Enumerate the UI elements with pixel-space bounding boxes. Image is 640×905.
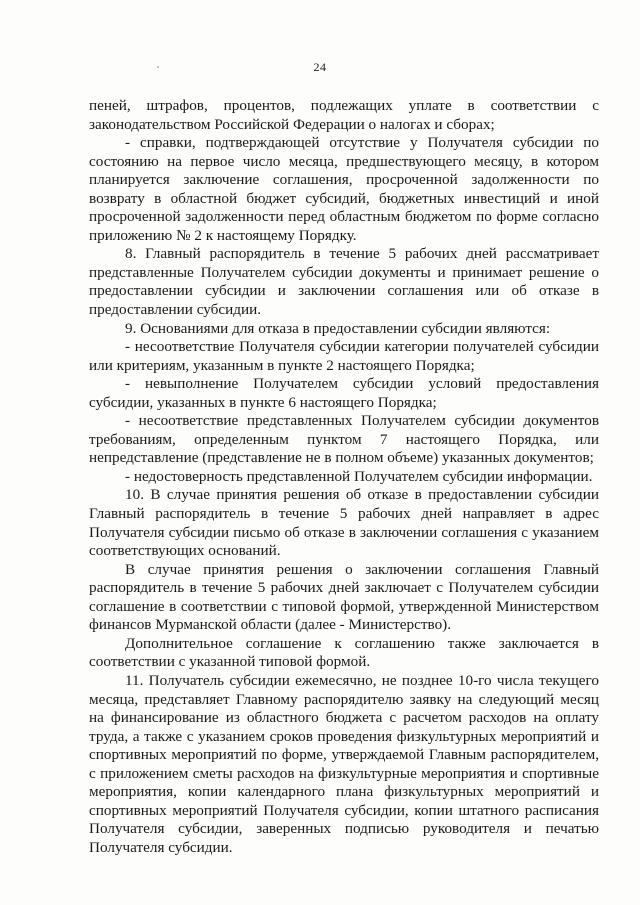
- paragraph-item-9: 9. Основаниями для отказа в предоставлении субсидии являются:: [125, 319, 551, 337]
- paragraph-agreement-decision: В случае принятия решения о заключении соглашения Главный распорядитель в течение 5 рабочих дней заключает с Получателем субсидии соглашение в соответствии с типовой формой, утвержденной Министерством финансов Мурманской области (далее - Министерство).: [89, 560, 599, 634]
- page-number: 24: [313, 60, 327, 74]
- paragraph-additional-agreement: Дополнительное соглашение к соглашению также заключается в соответствии с указанной типовой формой.: [89, 634, 599, 671]
- paragraph-refusal-reason-4: - недостоверность представленной Получателем субсидии информации.: [125, 467, 593, 485]
- paragraph-refusal-reason-1: - несоответствие Получателя субсидии категории получателей субсидии или критериям, указанным в пункте 2 настоящего Порядка;: [89, 338, 599, 374]
- paragraph-refusal-reason-2: - невыполнение Получателем субсидии условий предоставления субсидии, указанных в пункте 6 настоящего Порядка;: [89, 375, 599, 411]
- paragraph-item-11: 11. Получатель субсидии ежемесячно, не позднее 10-го числа текущего месяца, представляет Главному распорядителю заявку на следующий месяц на финансирование из областного бюджета с расчетом расходов на оплату труда, а также с указанием сроков проведения физкультурных мероприятий и спортивных мероприятий по форме, утверждаемой Главным распорядителем, с приложением сметы расходов на физкультурные мероприятия и спортивные мероприятия, копии календарного плана физкультурных мероприятий и спортивных мероприятий Получателя субсидии, копии штатного расписания Получателя субсидии, заверенных подписью руководителя и печатью Получателя субсидии.: [89, 671, 599, 856]
- paragraph-item-10: 10. В случае принятия решения об отказе в предоставлении субсидии Главный распорядитель в течение 5 рабочих дней направляет в адрес Получателя субсидии письмо об отказе в заключении соглашения с указанием соответствующих оснований.: [89, 486, 599, 560]
- paragraph-item-8: 8. Главный распорядитель в течение 5 рабочих дней рассматривает представленные Получателем субсидии документы и принимает решение о предоставлении субсидии и заключении соглашения или об отказе в предоставлении субсидии.: [89, 245, 599, 319]
- document-body: [89, 97, 599, 857]
- paragraph-certificate-item: - справки, подтверждающей отсутствие у Получателя субсидии по состоянию на первое число месяца, предшествующего месяцу, в котором планируется заключение соглашения, просроченной задолженности по возврату в областной бюджет субсидий, бюджетных инвестиций и иной просроченной задолженности перед областным бюджетом по форме согласно приложению № 2 к настоящему Порядку.: [89, 134, 599, 244]
- paragraph-refusal-reason-3: - несоответствие представленных Получателем субсидии документов требованиям, определенным пунктом 7 настоящего Порядка, или непредставление (представление не в полном объеме) указанных документов;: [89, 412, 599, 467]
- paragraph-continuation: пеней, штрафов, процентов, подлежащих уплате в соответствии с законодательством Российской Федерации о налогах и сборах;: [89, 97, 599, 133]
